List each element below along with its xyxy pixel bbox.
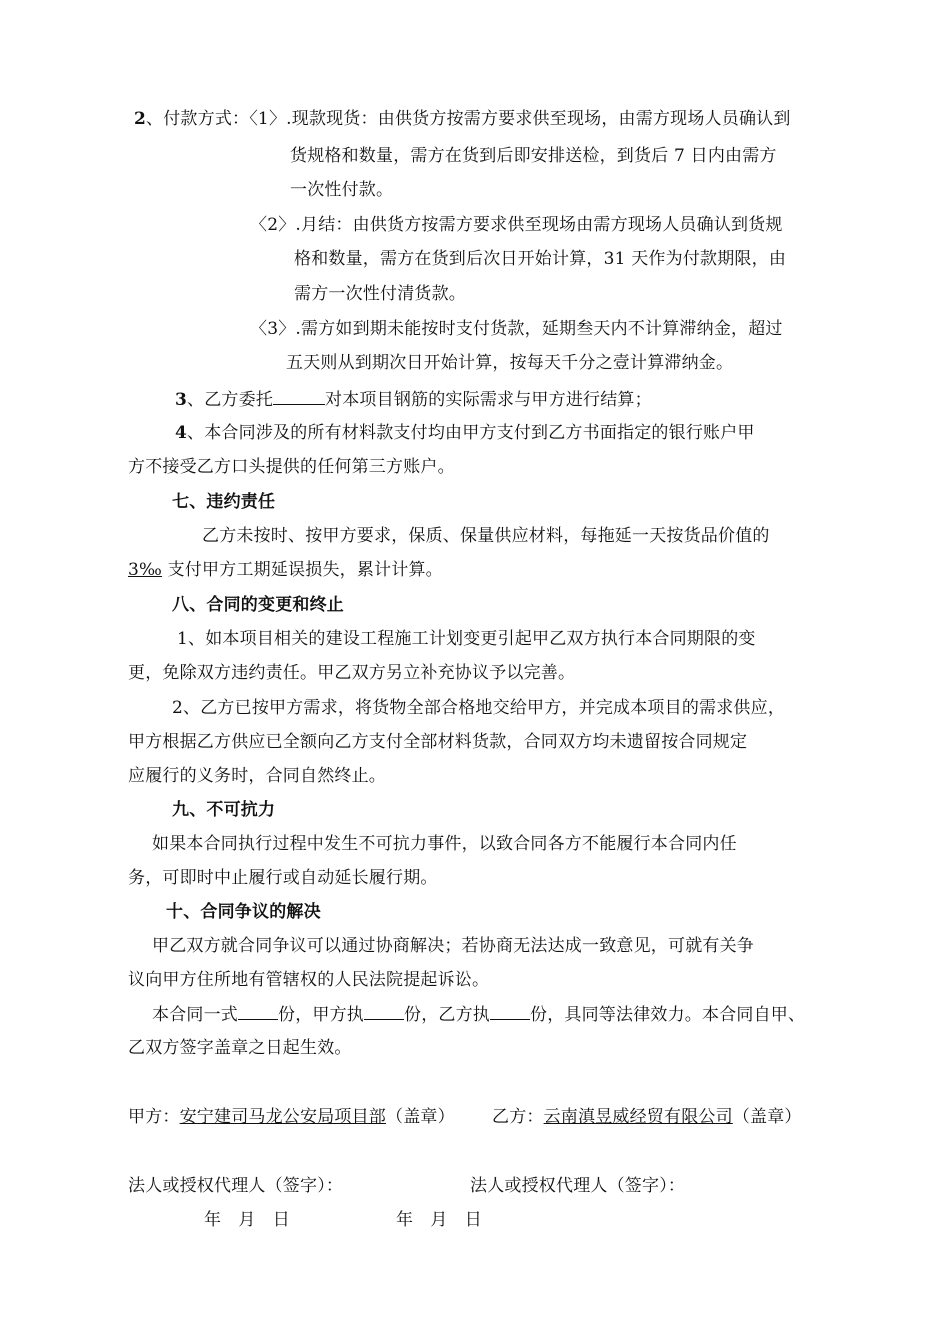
item-3-number: 3 [175,390,188,410]
payment-heading: 、付款方式： [146,109,250,129]
force-heading: 九、不可抗力 [172,800,276,820]
payment-option-3: 〈3〉.需方如到期未能按时支付货款，延期叁天内不计算滞纳金，超过 [250,319,783,339]
payment-option-1-cont: 货规格和数量，需方在货到后即安排送检，到货后 7 日内由需方 [290,146,777,166]
copies-text-4: 份，具同等法律效力。本合同自甲、 [530,1005,806,1025]
payment-option-2-cont2: 需方一次性付清货款。 [294,284,466,304]
change-p2-a: 2、乙方已按甲方需求，将货物全部合格地交给甲方，并完成本项目的需求供应， [172,698,786,718]
payment-option-1: 〈1〉.现款现货：由供货方按需方要求供至现场，由需方现场人员确认到 [249,109,791,129]
change-p1-a: 1、如本项目相关的建设工程施工计划变更引起甲乙双方执行本合同期限的变 [177,629,756,649]
payment-item-3 [175,388,652,411]
breach-text-2b: 支付甲方工期延误损失，累计计算。 [167,560,443,580]
party-b-seal: （盖章） [732,1107,802,1127]
total-copies-blank [238,1003,278,1020]
party-a-line [128,1106,455,1128]
force-text-b: 务，可即时中止履行或自动延长履行期。 [128,868,438,888]
party-a-representative: 法人或授权代理人（签字）： [128,1176,344,1196]
item-3-text-a: 、乙方委托 [187,390,274,410]
payment-option-2: 〈2〉.月结：由供货方按需方要求供至现场由需方现场人员确认到货规 [250,215,783,235]
party-a-seal: （盖章） [386,1107,455,1127]
payment-item-4-cont: 方不接受乙方口头提供的任何第三方账户。 [128,457,455,477]
item-3-text-b: 对本项目钢筋的实际需求与甲方进行结算； [325,390,652,410]
breach-text-2 [128,559,443,581]
payment-option-3-cont: 五天则从到期次日开始计算，按每天千分之壹计算滞纳金。 [286,353,734,373]
dispute-heading: 十、合同争议的解决 [166,902,321,922]
copies-text-5: 乙双方签字盖章之日起生效。 [128,1038,352,1058]
breach-text-1: 乙方未按时、按甲方要求，保质、保量供应材料，每拖延一天按货品价值的 [202,526,770,546]
breach-heading: 七、违约责任 [172,492,276,512]
party-b-representative: 法人或授权代理人（签字）： [470,1176,686,1196]
copies-text-1: 本合同一式 [152,1005,238,1025]
party-a-name: 安宁建司马龙公安局项目部 [179,1107,387,1127]
party-b-line [492,1106,802,1128]
party-a-date: 年 月 日 [204,1210,290,1230]
payment-option-1-cont2: 一次性付款。 [290,180,394,200]
copies-line [152,1003,805,1026]
copies-text-3: 份，乙方执 [404,1005,490,1025]
payment-number: 2 [134,109,147,129]
change-p2-b: 甲方根据乙方供应已全额向乙方支付全部材料货款，合同双方均未遗留按合同规定 [128,732,748,752]
payment-line-1 [134,108,791,130]
payment-item-4 [175,422,755,444]
force-text-a: 如果本合同执行过程中发生不可抗力事件，以致合同各方不能履行本合同内任 [152,834,737,854]
party-a-label: 甲方： [128,1107,180,1127]
entrusted-party-blank [273,388,325,405]
dispute-text-b: 议向甲方住所地有管辖权的人民法院提起诉讼。 [128,970,490,990]
payment-option-2-cont: 格和数量，需方在货到后次日开始计算，31 天作为付款期限，由 [294,249,787,269]
change-heading: 八、合同的变更和终止 [172,595,344,615]
item-4-number: 4 [175,423,188,443]
item-4-text-a: 、本合同涉及的所有材料款支付均由甲方支付到乙方书面指定的银行账户甲 [187,423,755,443]
copies-text-2: 份，甲方执 [278,1005,364,1025]
penalty-rate: 3‰ [128,560,163,580]
party-b-name: 云南滇昱威经贸有限公司 [543,1107,733,1127]
party-a-copies-blank [364,1003,404,1020]
dispute-text-a: 甲乙双方就合同争议可以通过协商解决；若协商无法达成一致意见，可就有关争 [152,936,754,956]
party-b-copies-blank [490,1003,530,1020]
party-b-label: 乙方： [492,1107,544,1127]
change-p1-b: 更，免除双方违约责任。甲乙双方另立补充协议予以完善。 [128,663,576,683]
change-p2-c: 应履行的义务时，合同自然终止。 [128,766,386,786]
party-b-date: 年 月 日 [396,1210,482,1230]
